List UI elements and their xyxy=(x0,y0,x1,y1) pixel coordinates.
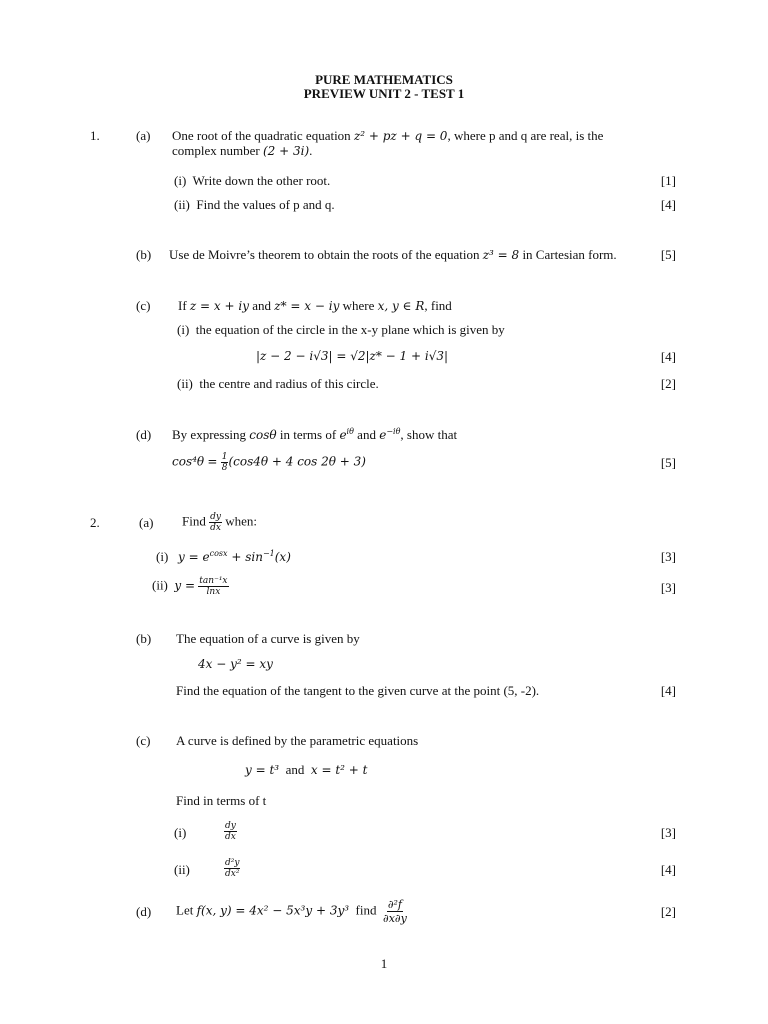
q2c-i-mark: [3] xyxy=(660,825,676,840)
part-label-2c: (c) xyxy=(136,733,151,748)
part-label-1c: (c) xyxy=(136,298,151,313)
q2a-i: (i) $y = e^{cosx} + \sin^{-1}(x)$ xyxy=(156,549,291,564)
q1b-mark: [5] xyxy=(660,247,676,262)
q1a-stem-line2: complex number (2 + 3i). xyxy=(172,143,313,158)
q1c-i: (i) the equation of the circle in the x-y plane which is given by xyxy=(177,322,505,337)
q2c-find: Find in terms of t xyxy=(176,793,267,808)
q2c-i-fraction: $\frac{dy}{dx}$ xyxy=(225,821,236,842)
part-label-1a: (a) xyxy=(136,128,151,143)
q1a-ii: (ii) Find the values of p and q. xyxy=(174,197,335,212)
q2b-stem: The equation of a curve is given by xyxy=(176,631,360,646)
part-label-1d: (d) xyxy=(136,427,152,442)
q1c-i-equation: |z − 2 − i√3| = √2|z* − 1 + i√3| xyxy=(256,349,449,363)
question-number-1: 1. xyxy=(90,128,100,143)
page-number: 1 xyxy=(380,956,388,971)
part-label-2a: (a) xyxy=(139,515,154,530)
exam-subtitle: PREVIEW UNIT 2 - TEST 1 xyxy=(303,86,465,101)
q2a-stem: Find $\frac{dy}{dx}$ when: xyxy=(182,512,257,533)
part-label-2d: (d) xyxy=(136,904,152,919)
q2b-task: Find the equation of the tangent to the given curve at the point (5, -2). xyxy=(176,683,540,698)
q1a-stem: One root of the quadratic equation z² + pz + q = 0, where p and q are real, is the xyxy=(172,128,604,143)
q1a-i-mark: [1] xyxy=(660,173,676,188)
q2c-ii-label: (ii) xyxy=(174,862,190,877)
q1c-ii: (ii) the centre and radius of this circle. xyxy=(177,376,379,391)
q2c-i-label: (i) xyxy=(174,825,187,840)
q2a-ii: (ii) y = $\frac{\text{tan⁻¹x}}{\ln x}$ xyxy=(152,576,228,597)
q1d-stem: By expressing cosθ in terms of $e^{i\theta}$ and $e^{-i\theta}$, show that xyxy=(172,427,458,442)
q2b-mark: [4] xyxy=(660,683,676,698)
q1a-i: (i) Write down the other root. xyxy=(174,173,331,188)
q1b-text: Use de Moivre’s theorem to obtain the roots of the equation z³ = 8 in Cartesian form. xyxy=(169,247,617,262)
part-label-2b: (b) xyxy=(136,631,152,646)
q1a-ii-mark: [4] xyxy=(660,197,676,212)
q2c-ii-mark: [4] xyxy=(660,862,676,877)
q1c-stem: If z = x + iy and z* = x − iy where x, y ∈ R, find xyxy=(178,298,452,313)
q2d-stem: Let f(x, y) = 4x² − 5x³y + 3y³ find $\frac{\text{∂²f}}{\partial x\partial y}$ xyxy=(176,898,407,925)
q2a-i-mark: [3] xyxy=(660,549,676,564)
q1a-equation: z² + pz + q = 0 xyxy=(353,129,448,143)
question-number-2: 2. xyxy=(90,515,100,530)
q1d-identity: cos⁴θ = $\frac{1}{8}$ (cos4θ + 4 cos 2θ + 3) xyxy=(172,452,366,473)
q1c-i-mark: [4] xyxy=(660,349,676,364)
q1c-ii-mark: [2] xyxy=(660,376,676,391)
q2c-ii-fraction: $\frac{\text{d²y}}{\text{dx²}}$ xyxy=(225,858,240,879)
exam-title: PURE MATHEMATICS xyxy=(315,72,453,87)
q2c-stem: A curve is defined by the parametric equations xyxy=(176,733,419,748)
q2d-mark: [2] xyxy=(660,904,676,919)
q2a-ii-mark: [3] xyxy=(660,580,676,595)
q1d-mark: [5] xyxy=(660,455,676,470)
q2c-parametric: y = t³ and x = t² + t xyxy=(245,762,368,777)
q2b-equation: 4x − y² = xy xyxy=(198,657,273,671)
part-label-1b: (b) xyxy=(136,247,152,262)
